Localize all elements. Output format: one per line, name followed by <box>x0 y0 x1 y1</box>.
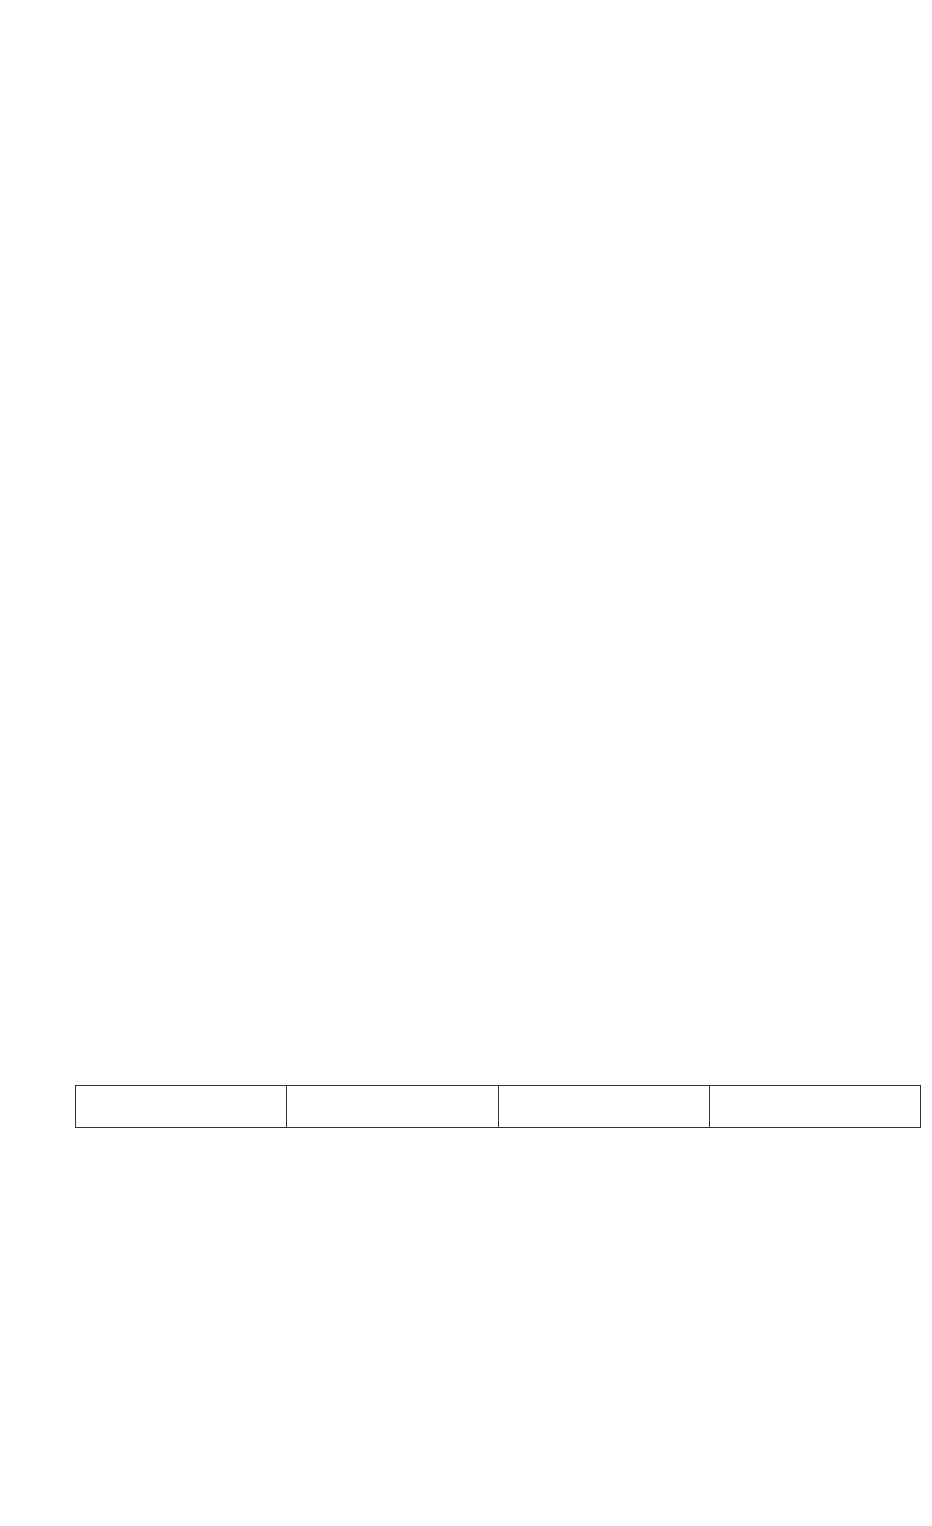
table-cell <box>287 1086 498 1128</box>
table-cell <box>709 1086 920 1128</box>
table-cell <box>76 1086 287 1128</box>
answer-table <box>75 1085 921 1128</box>
table-cell <box>498 1086 709 1128</box>
